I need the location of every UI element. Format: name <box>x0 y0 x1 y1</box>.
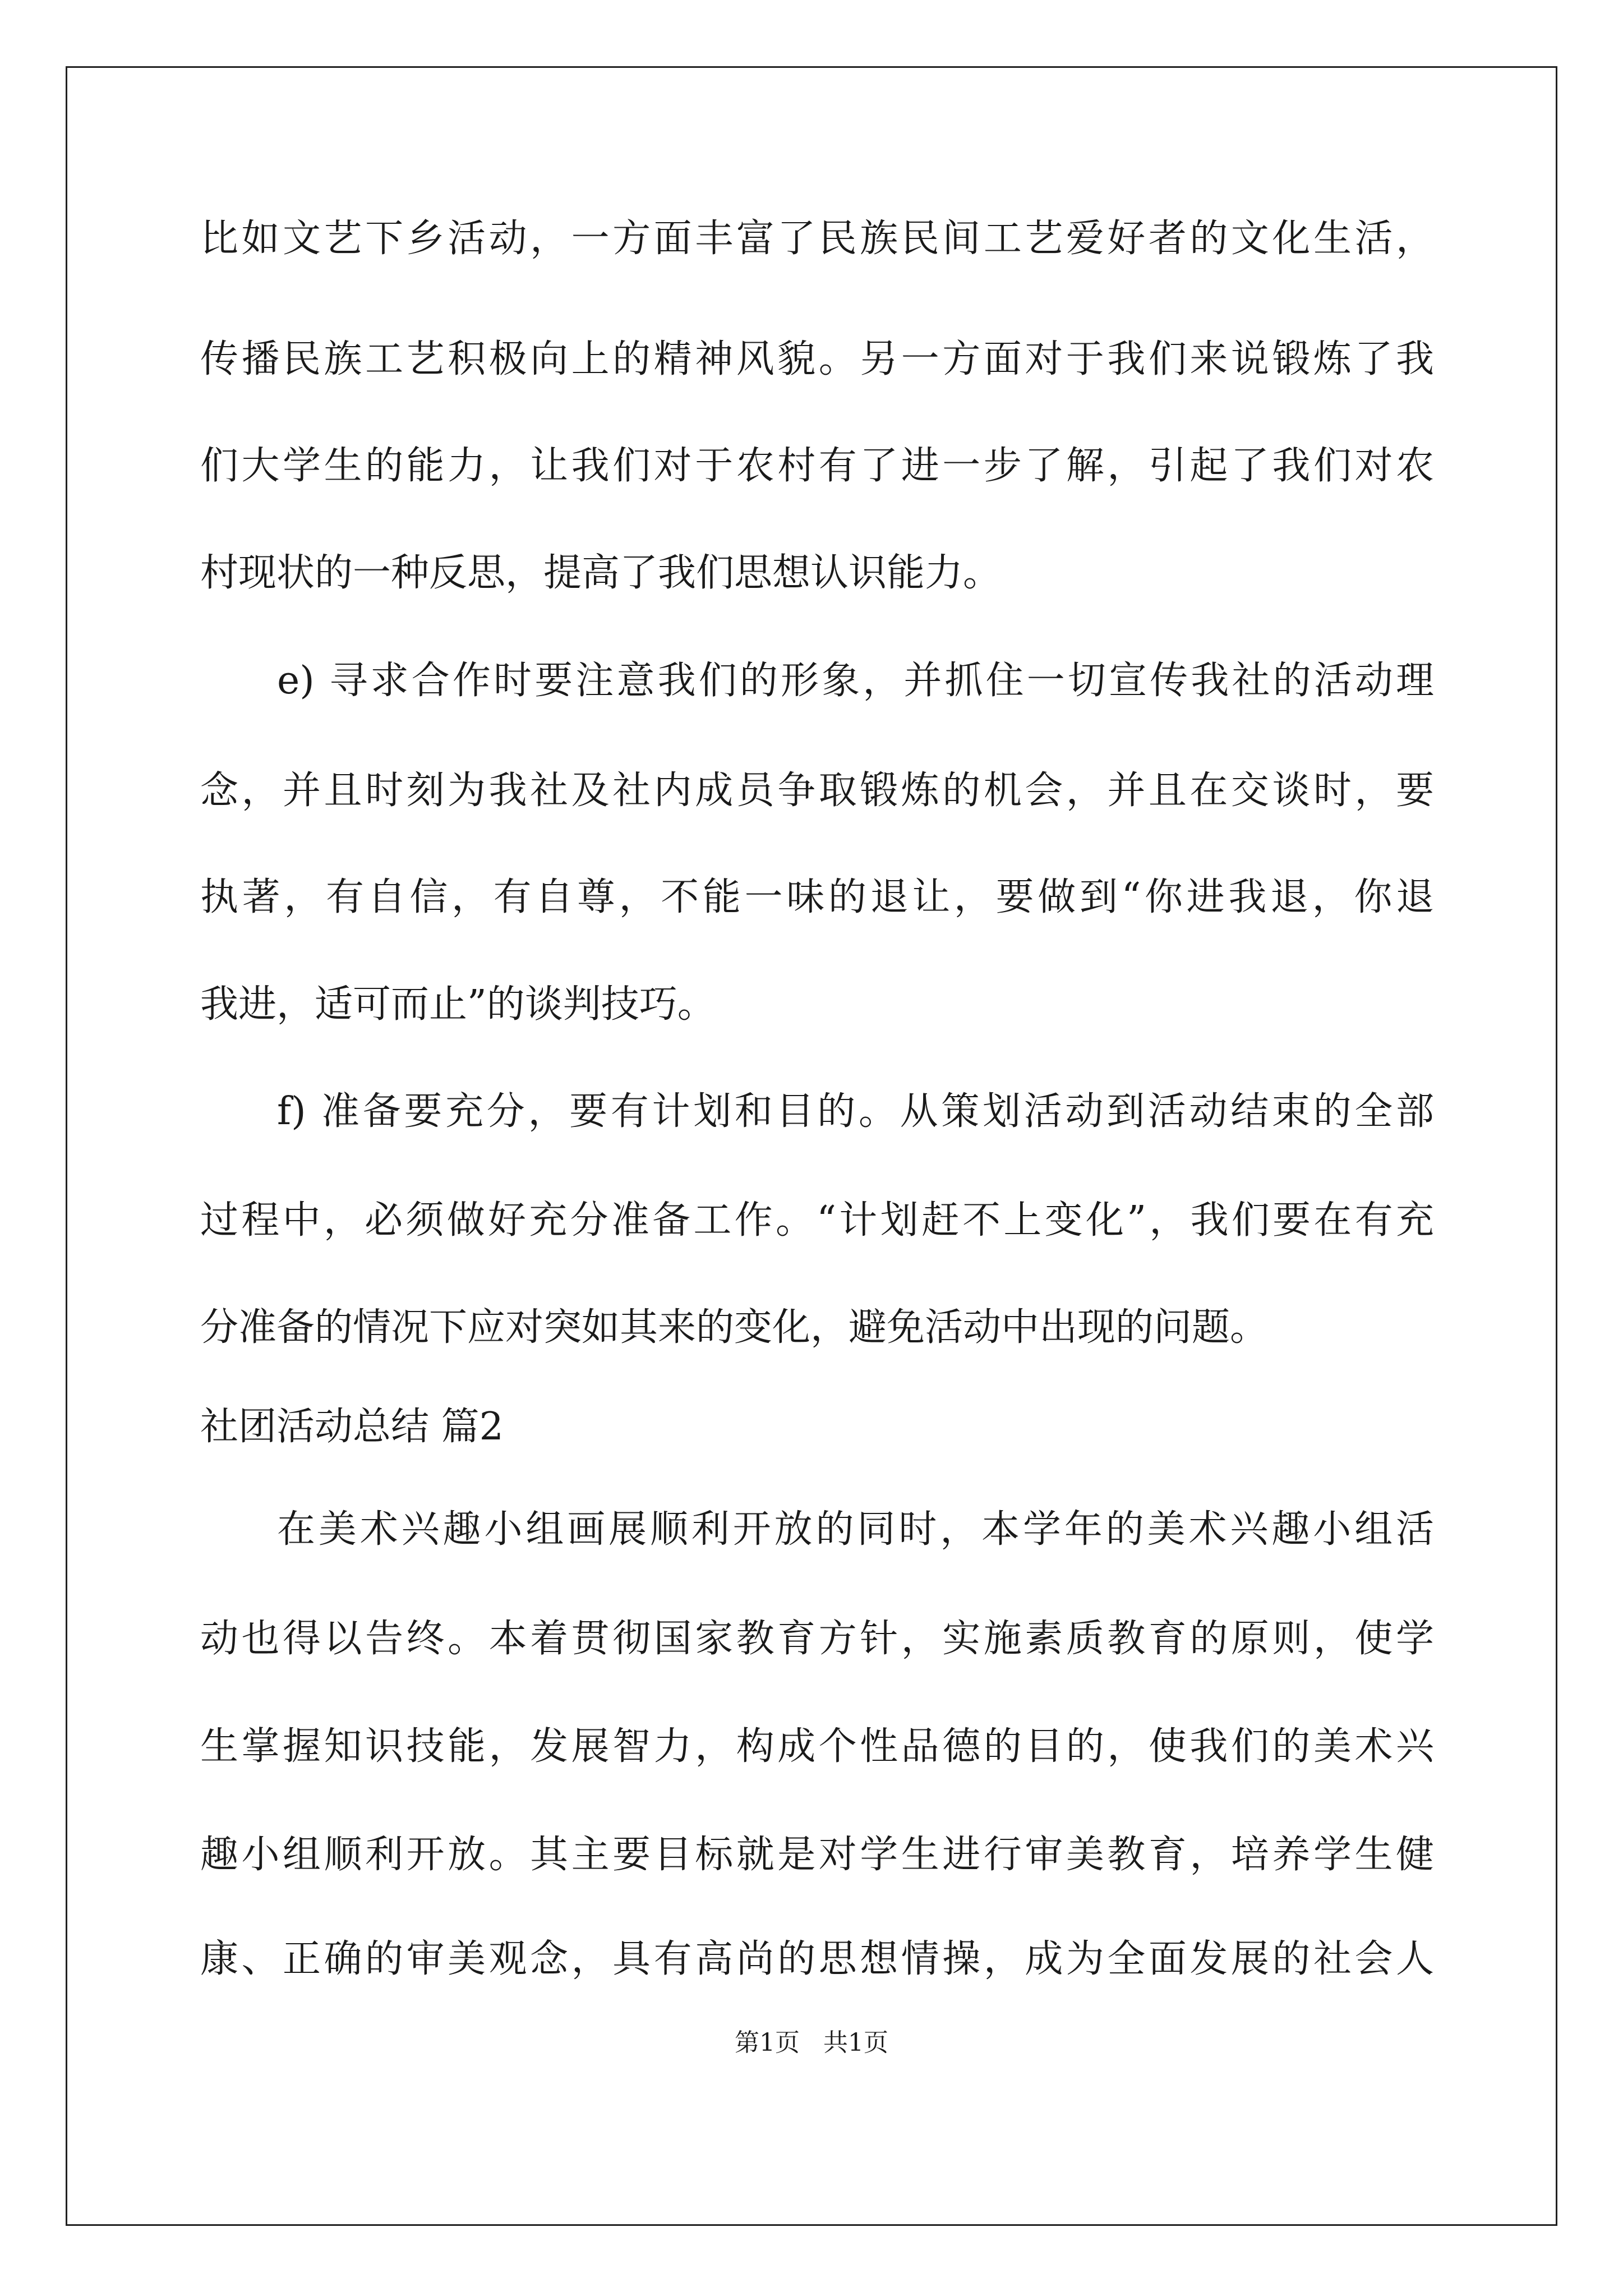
section-paragraph-line-1: 在美术兴趣小组画展顺利开放的同时，本学年的美术兴趣小组活 <box>277 1507 1434 1552</box>
paragraph-3-line-3: 分准备的情况下应对突如其来的变化，避免活动中出现的问题。 <box>200 1305 1269 1350</box>
paragraph-2-line-4: 我进，适可而止”的谈判技巧。 <box>200 982 716 1027</box>
paragraph-1-line-3: 们大学生的能力，让我们对于农村有了进一步了解，引起了我们对农 <box>200 444 1434 488</box>
paragraph-2-line-1: e) 寻求合作时要注意我们的形象，并抓住一切宣传我社的活动理 <box>277 659 1434 703</box>
section-paragraph-line-4: 趣小组顺利开放。其主要目标就是对学生进行审美教育，培养学生健 <box>200 1833 1434 1877</box>
page-border <box>66 66 1557 2226</box>
section-paragraph-line-2: 动也得以告终。本着贯彻国家教育方针，实施素质教育的原则，使学 <box>200 1617 1434 1661</box>
paragraph-2-line-2: 念，并且时刻为我社及社内成员争取锻炼的机会，并且在交谈时，要 <box>200 769 1434 813</box>
section-paragraph-line-3: 生掌握知识技能，发展智力，构成个性品德的目的，使我们的美术兴 <box>200 1724 1434 1769</box>
section-paragraph-line-5: 康、正确的审美观念，具有高尚的思想情操，成为全面发展的社会人 <box>200 1937 1434 1981</box>
paragraph-1-line-1: 比如文艺下乡活动，一方面丰富了民族民间工艺爱好者的文化生活， <box>200 217 1434 261</box>
paragraph-3-line-2: 过程中，必须做好充分准备工作。“计划赶不上变化”，我们要在有充 <box>200 1198 1434 1243</box>
paragraph-3-line-1: f) 准备要充分，要有计划和目的。从策划活动到活动结束的全部 <box>277 1089 1434 1134</box>
paragraph-2-line-3: 执著，有自信，有自尊，不能一味的退让，要做到“你进我退，你退 <box>200 875 1434 919</box>
page-number-footer: 第1页 共1页 <box>735 2028 888 2057</box>
paragraph-1-line-4: 村现状的一种反思，提高了我们思想认识能力。 <box>200 551 1002 595</box>
section-heading: 社团活动总结 篇2 <box>200 1405 504 1449</box>
paragraph-1-line-2: 传播民族工艺积极向上的精神风貌。另一方面对于我们来说锻炼了我 <box>200 337 1434 381</box>
